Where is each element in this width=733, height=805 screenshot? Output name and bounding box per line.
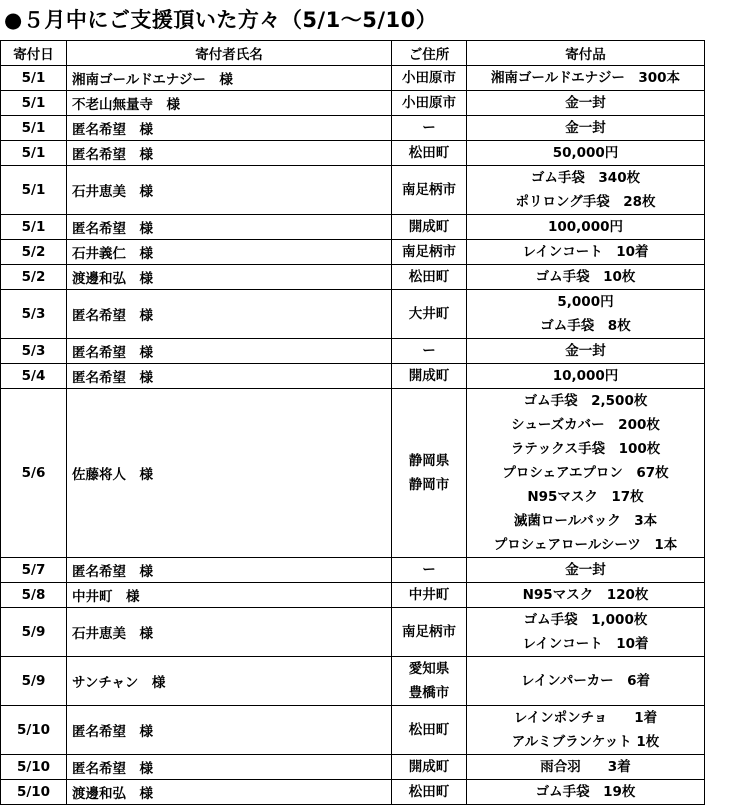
donation-date: 5/10 <box>1 755 67 780</box>
donation-date: 5/8 <box>1 583 67 608</box>
table-row <box>1 389 705 558</box>
donation-date: 5/10 <box>1 780 67 805</box>
table-row <box>1 339 705 364</box>
donor-name: 石井義仁 様 <box>67 240 392 265</box>
table-row <box>1 755 705 780</box>
donated-items <box>467 240 705 265</box>
table-row <box>1 583 705 608</box>
donor-name: 匿名希望 様 <box>67 116 392 141</box>
donation-date: 5/2 <box>1 265 67 290</box>
donor-name: 匿名希望 様 <box>67 558 392 583</box>
donated-item: アルミブランケット 1枚 <box>511 734 660 750</box>
address-line: 開成町 <box>408 759 450 775</box>
donor-name: 石井恵美 様 <box>67 608 392 657</box>
donor-name: 渡邊和弘 様 <box>67 265 392 290</box>
donated-item: N95マスク 120枚 <box>522 587 649 603</box>
donation-date: 5/9 <box>1 657 67 706</box>
table-row <box>1 706 705 755</box>
donor-name: 匿名希望 様 <box>67 215 392 240</box>
address-line: 南足柄市 <box>402 624 456 640</box>
table-row <box>1 141 705 166</box>
donated-item: ゴム手袋 8枚 <box>540 318 631 334</box>
donation-date: 5/6 <box>1 389 67 558</box>
donated-item: ゴム手袋 10枚 <box>535 269 636 285</box>
donor-address <box>392 141 467 166</box>
donated-item: プロシェアエプロン 67枚 <box>502 465 669 481</box>
donated-item: ラテックス手袋 100枚 <box>510 441 661 457</box>
donated-items <box>467 755 705 780</box>
donated-items <box>467 91 705 116</box>
donated-items <box>467 583 705 608</box>
donated-items <box>467 364 705 389</box>
header-donor-name: 寄付者氏名 <box>67 41 392 66</box>
address-line: ー <box>422 120 436 136</box>
donated-item: 金一封 <box>565 562 606 578</box>
donated-items <box>467 66 705 91</box>
donor-name: 渡邊和弘 様 <box>67 780 392 805</box>
address-line: 大井町 <box>408 306 450 322</box>
table-row <box>1 657 705 706</box>
address-line: 愛知県 <box>408 661 450 677</box>
donor-address <box>392 265 467 290</box>
donor-address <box>392 657 467 706</box>
address-line: 松田町 <box>408 784 450 800</box>
donor-address <box>392 339 467 364</box>
table-row <box>1 215 705 240</box>
donated-items <box>467 339 705 364</box>
donation-date: 5/9 <box>1 608 67 657</box>
donor-address <box>392 66 467 91</box>
donated-items <box>467 215 705 240</box>
donated-item: ゴム手袋 1,000枚 <box>523 612 648 628</box>
address-line: 開成町 <box>408 368 450 384</box>
address-line: 松田町 <box>408 145 450 161</box>
donated-item: レインコート 10着 <box>522 244 649 260</box>
table-header <box>1 41 705 66</box>
donated-item: 滅菌ロールバック 3本 <box>513 513 658 529</box>
address-line: 松田町 <box>408 722 450 738</box>
donated-item: レインパーカー 6着 <box>520 673 650 689</box>
table-row <box>1 780 705 805</box>
donated-item: ゴム手袋 340枚 <box>530 170 641 186</box>
donated-items <box>467 780 705 805</box>
donation-date: 5/1 <box>1 66 67 91</box>
donated-items <box>467 608 705 657</box>
donor-name: 匿名希望 様 <box>67 290 392 339</box>
donated-item: ゴム手袋 2,500枚 <box>523 393 648 409</box>
donated-item: 50,000円 <box>552 145 619 161</box>
donations-table <box>0 40 705 805</box>
donation-date: 5/1 <box>1 215 67 240</box>
donated-item: シューズカバー 200枚 <box>511 417 660 433</box>
donation-date: 5/1 <box>1 141 67 166</box>
page-title: ●５月中にご支援頂いた方々（5/1～5/10） <box>4 8 438 32</box>
donor-address <box>392 364 467 389</box>
donated-item: 5,000円 <box>557 294 614 310</box>
donated-item: 金一封 <box>565 120 606 136</box>
donor-address <box>392 116 467 141</box>
donated-items <box>467 265 705 290</box>
donated-items <box>467 141 705 166</box>
header-donated-items: 寄付品 <box>467 41 705 66</box>
donated-items <box>467 558 705 583</box>
donor-name: 佐藤将人 様 <box>67 389 392 558</box>
table-row <box>1 240 705 265</box>
donor-address <box>392 166 467 215</box>
donor-name: 匿名希望 様 <box>67 141 392 166</box>
address-line: 南足柄市 <box>402 182 456 198</box>
donated-items <box>467 657 705 706</box>
table-row <box>1 91 705 116</box>
address-line: ー <box>422 562 436 578</box>
donated-item: 金一封 <box>565 95 606 111</box>
donor-name: 匿名希望 様 <box>67 339 392 364</box>
donor-address <box>392 240 467 265</box>
donor-name: 匿名希望 様 <box>67 364 392 389</box>
donor-address <box>392 706 467 755</box>
table-row <box>1 364 705 389</box>
donor-address <box>392 583 467 608</box>
donated-item: N95マスク 17枚 <box>527 489 644 505</box>
donation-date: 5/1 <box>1 166 67 215</box>
header-address: ご住所 <box>392 41 467 66</box>
address-line: 静岡県 <box>408 453 450 469</box>
donated-items <box>467 116 705 141</box>
donor-address <box>392 389 467 558</box>
table-row <box>1 66 705 91</box>
donor-name: 匿名希望 様 <box>67 706 392 755</box>
donated-item: 100,000円 <box>548 219 623 235</box>
donor-address <box>392 215 467 240</box>
donated-items <box>467 166 705 215</box>
header-row <box>1 41 705 66</box>
donor-name: 石井恵美 様 <box>67 166 392 215</box>
donated-item: 10,000円 <box>552 368 619 384</box>
donor-name: 匿名希望 様 <box>67 755 392 780</box>
donor-address <box>392 290 467 339</box>
donated-item: 雨合羽 3着 <box>540 759 631 775</box>
table-row <box>1 608 705 657</box>
table-row <box>1 265 705 290</box>
donated-items <box>467 290 705 339</box>
donor-name: 湘南ゴールドエナジー 様 <box>67 66 392 91</box>
table-row <box>1 290 705 339</box>
donor-address <box>392 608 467 657</box>
address-line: 開成町 <box>408 219 450 235</box>
address-line: 松田町 <box>408 269 450 285</box>
donated-item: ポリロング手袋 28枚 <box>515 194 656 210</box>
table-row <box>1 116 705 141</box>
header-date: 寄付日 <box>1 41 67 66</box>
donor-address <box>392 91 467 116</box>
donated-item: プロシェアロールシーツ 1本 <box>493 537 678 553</box>
donor-name: サンチャン 様 <box>67 657 392 706</box>
address-line: 豊橋市 <box>408 685 450 701</box>
table-row <box>1 166 705 215</box>
donation-date: 5/2 <box>1 240 67 265</box>
address-line: 小田原市 <box>402 70 456 86</box>
donor-address <box>392 558 467 583</box>
donation-date: 5/4 <box>1 364 67 389</box>
address-line: ー <box>422 343 436 359</box>
donation-date: 5/1 <box>1 91 67 116</box>
donor-name: 中井町 様 <box>67 583 392 608</box>
table-row <box>1 558 705 583</box>
donated-item: 金一封 <box>565 343 606 359</box>
donation-date: 5/3 <box>1 339 67 364</box>
donation-date: 5/3 <box>1 290 67 339</box>
address-line: 中井町 <box>408 587 450 603</box>
donated-item: レインコート 10着 <box>522 636 649 652</box>
donor-name: 不老山無量寺 様 <box>67 91 392 116</box>
donation-date: 5/10 <box>1 706 67 755</box>
address-line: 南足柄市 <box>402 244 456 260</box>
donor-address <box>392 780 467 805</box>
donated-items <box>467 389 705 558</box>
address-line: 静岡市 <box>408 477 450 493</box>
donated-items <box>467 706 705 755</box>
donation-date: 5/7 <box>1 558 67 583</box>
donor-address <box>392 755 467 780</box>
donated-item: ゴム手袋 19枚 <box>535 784 636 800</box>
donated-item: レインポンチョ 1着 <box>513 710 658 726</box>
donation-date: 5/1 <box>1 116 67 141</box>
address-line: 小田原市 <box>402 95 456 111</box>
table-body <box>1 66 705 805</box>
donated-item: 湘南ゴールドエナジー 300本 <box>490 70 681 86</box>
